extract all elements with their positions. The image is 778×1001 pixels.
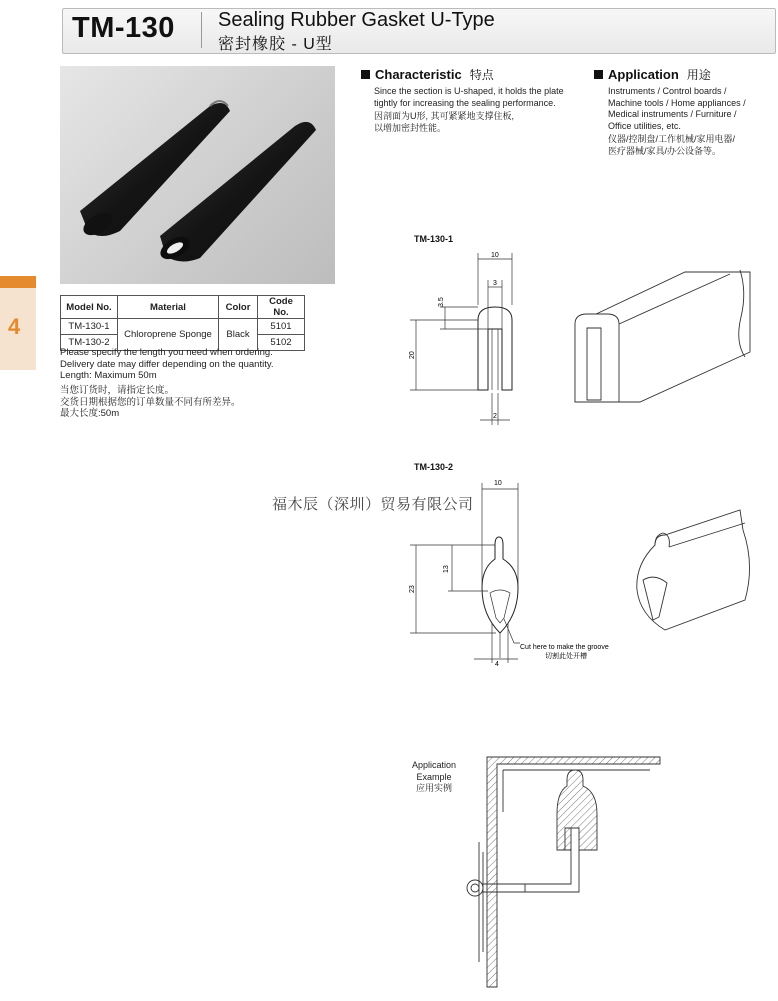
product-title-cn: 密封橡胶 - U型 <box>218 36 333 53</box>
application-heading: Application 用途 <box>594 66 711 83</box>
order-notes-cn <box>60 385 241 420</box>
color-cell: Black <box>219 319 258 351</box>
header-model: Model No. <box>61 296 118 319</box>
note-line: 当您订货时，请指定长度。 <box>60 385 175 396</box>
model-number: TM-130 <box>72 12 175 44</box>
application-text: Instruments / Control boards / Machine tools / Home appliances / Medical instruments / Furniture / Office utilities, etc. 仪器/控制盘/工作机械/家用电器/ 医疗器械/家具/办公设备等。 <box>608 86 746 156</box>
order-notes-en <box>60 347 274 382</box>
product-photo <box>60 66 335 284</box>
code-cell: 5101 <box>258 319 305 335</box>
model-cell: TM-130-2 <box>61 335 118 351</box>
dim-width: 10 <box>494 480 502 487</box>
table-row <box>61 319 305 335</box>
drawing2-label: TM-130-2 <box>414 462 454 472</box>
material-cell: Chloroprene Sponge <box>118 319 219 351</box>
chapter-number: 4 <box>8 314 21 339</box>
chapter-tab-accent <box>0 276 36 288</box>
cut-note-en: Cut here to make the groove <box>520 644 609 651</box>
spec-table <box>60 295 305 351</box>
product-title-en: Sealing Rubber Gasket U-Type <box>218 9 495 31</box>
company-watermark: 福木辰（深圳）贸易有限公司 <box>272 495 474 513</box>
application-example-drawing <box>455 752 665 992</box>
note-line: Length: Maximum 50m <box>60 370 157 381</box>
code-cell: 5102 <box>258 335 305 351</box>
cut-note-cn: 切割此处开槽 <box>545 653 587 660</box>
note-line: Please specify the length you need when ordering. <box>60 347 273 358</box>
header-code: Code No. <box>258 296 305 319</box>
dim-bottom: 2 <box>493 413 497 420</box>
note-line: 最大长度:50m <box>60 408 120 419</box>
drawing1-section <box>400 245 540 430</box>
drawing1-label: TM-130-1 <box>414 234 454 244</box>
dim-width: 10 <box>491 252 499 259</box>
model-cell: TM-130-1 <box>61 319 118 335</box>
example-label: Application Example 应用实例 <box>411 760 457 793</box>
characteristic-heading: Characteristic 特点 <box>361 66 494 83</box>
drawing2-perspective <box>625 505 760 635</box>
note-line: Delivery date may differ depending on the quantity. <box>60 358 274 370</box>
dim-height: 20 <box>409 351 416 359</box>
dim-top: 13 <box>443 565 450 573</box>
characteristic-text: Since the section is U-shaped, it holds the plate tightly for increasing the sealing performance. 因剖面为U形, 其可紧紧地支撑住板, 以增加密封性能。 <box>374 86 564 133</box>
note-line: 交货日期根据您的订单数量不同有所差异。 <box>60 396 241 408</box>
dim-height: 23 <box>409 585 416 593</box>
header-divider <box>201 12 202 48</box>
drawing1-perspective <box>565 262 760 407</box>
dim-slot: 3 <box>493 280 497 287</box>
bullet-square-icon <box>361 70 370 79</box>
header-color: Color <box>219 296 258 319</box>
dim-top: 3.5 <box>438 297 445 307</box>
dim-bottom: 4 <box>495 661 499 668</box>
header-material: Material <box>118 296 219 319</box>
bullet-square-icon <box>594 70 603 79</box>
